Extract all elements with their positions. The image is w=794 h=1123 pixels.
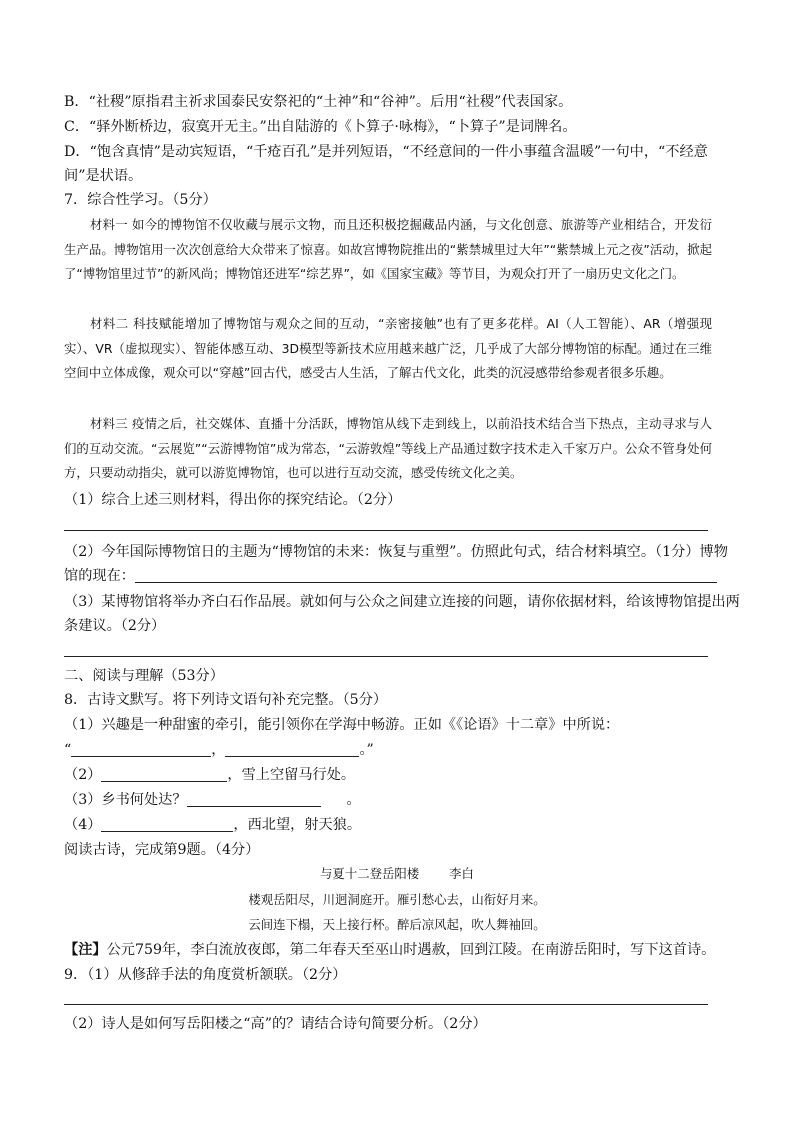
q9-sub2: （2）诗人是如何写岳阳楼之“高”的？请结合诗句简要分析。（2分）: [64, 1016, 487, 1032]
poem-author: 李白: [449, 866, 474, 881]
q6-option-d-line1: D．“饱含真情”是动宾短语，“千疮百孔”是并列短语，“不经意间的一件小事蕴含温暖”一句中，“不经意: [64, 144, 708, 160]
poem-line-2: 云间连下榻，天上接行杯。醉后凉风起，吹人舞袖回。: [248, 917, 546, 932]
q7-title: 7．综合性学习。（5分）: [64, 192, 217, 208]
q8-sub3-text: （3）乡书何处达？: [64, 792, 187, 808]
q7-sub1: （1）综合上述三则材料，得出你的探究结论。（2分）: [64, 492, 402, 508]
q7-sub3-line2: 条建议。（2分）: [64, 618, 166, 634]
q8-sub2-text: ，雪上空留马行处。: [227, 767, 356, 783]
q8-sub3: [64, 790, 361, 810]
poem-note-text: 公元759年，李白流放夜郎，第二年春天至巫山时遇赦，回到江陵。在南游岳阳时，写下这首诗。: [106, 942, 716, 958]
q7-material-1: 材料一 如今的博物馆不仅收藏与展示文物，而且还积极挖掘藏品内涵，与文化创意、旅游等产业相结合，开发衍生产品。博物馆用一次次创意给大众带来了惊喜。如故宫博物院推出的“紫禁城里过大年”“紫禁城上元之夜”活动，掀起了“博物馆里过节”的新风尚；博物馆还进军“综艺界”，如《国家宝藏》等节目，为观众打开了一扇历史文化之门。: [64, 217, 712, 282]
poem-title: 与夏十二登岳阳楼: [320, 866, 420, 881]
q7-material-2: 材料二 科技赋能增加了博物馆与观众之间的互动，“亲密接触”也有了更多花样。AI（人工智能）、AR（增强现实）、VR（虚拟现实）、智能体感互动、3D模型等新技术应用越来越广泛，几乎成了大部分博物馆的标配。通过在三维空间中立体成像，观众可以“穿越”回古代，感受古人生活，了解古代文化，此类的沉浸感带给参观者很多乐趣。: [64, 316, 712, 381]
q8-sub1-blanks: [64, 740, 374, 760]
poem-note-label: 【注】: [64, 942, 107, 958]
q8-comma: ，: [211, 742, 226, 758]
q8-sub2-label: （2）: [64, 767, 102, 783]
q7-sub2-line2: [64, 566, 717, 586]
q8-sub4-blank[interactable]: [101, 815, 233, 832]
q7-sub3-line1: （3）某博物馆将举办齐白石作品展。就如何与公众之间建立连接的问题，请你依据材料，给该博物馆提出两: [64, 594, 740, 610]
section-2-title: 二、阅读与理解（53分）: [64, 668, 224, 684]
q8-open-quote: “: [64, 742, 72, 758]
q7-sub1-answer-line[interactable]: [64, 530, 708, 531]
q6-option-c: C．“驿外断桥边，寂寞开无主。”出自陆游的《卜算子·咏梅》，“卜算子”是词牌名。: [64, 119, 577, 135]
q8-close-quote: 。”: [359, 742, 374, 758]
q8-sub2-blank[interactable]: [101, 765, 227, 782]
q8-sub1-blank-1[interactable]: [71, 740, 211, 757]
q8-sub3-end: 。: [346, 792, 361, 808]
q8-sub1: （1）兴趣是一种甜蜜的牵引，能引领你在学海中畅游。正如《《论语》十二章》中所说：: [64, 717, 620, 733]
q9-sub1-answer-line[interactable]: [64, 1004, 708, 1005]
poem-line-1: 楼观岳阳尽，川迥洞庭开。雁引愁心去，山衔好月来。: [248, 892, 546, 907]
q8-sub4-label: （4）: [64, 817, 102, 833]
q7-sub2-blank[interactable]: [135, 566, 717, 583]
poem-intro: 阅读古诗，完成第9题。（4分）: [64, 842, 260, 858]
poem-note: [64, 940, 715, 960]
q8-sub4-text: ，西北望，射天狼。: [233, 817, 362, 833]
q8-sub2: [64, 765, 355, 785]
q7-sub2-line1: （2）今年国际博物馆日的主题为“博物馆的未来：恢复与重塑”。仿照此句式，结合材料填空。（1分）博物: [64, 544, 728, 560]
q8-title: 8．古诗文默写。将下列诗文语句补充完整。（5分）: [64, 692, 388, 708]
q8-sub3-blank[interactable]: [187, 790, 321, 807]
poem-heading: [0, 864, 794, 882]
q7-material-3: 材料三 疫情之后，社交媒体、直播十分活跃，博物馆从线下走到线上，以前沿技术结合当下热点，主动寻求与人们的互动交流。“云展览”“云游博物馆”成为常态，“云游敦煌”等线上产品通过数字技术走入千家万户。公众不管身处何方，只要动动指尖，就可以游览博物馆，也可以进行互动交流，感受传统文化之美。: [64, 416, 712, 481]
q6-option-b: B．“社稷”原指君主祈求国泰民安祭祀的“土神”和“谷神”。后用“社稷”代表国家。: [64, 94, 573, 110]
q7-sub2-prefix: 馆的现在：: [64, 568, 135, 584]
q6-option-d-line2: 间”是状语。: [64, 168, 143, 184]
q8-sub4: [64, 815, 361, 835]
q8-sub1-blank-2[interactable]: [225, 740, 359, 757]
q7-sub3-answer-line[interactable]: [64, 656, 708, 657]
q9-sub1: 9．（1）从修辞手法的角度赏析颔联。（2分）: [64, 967, 347, 983]
